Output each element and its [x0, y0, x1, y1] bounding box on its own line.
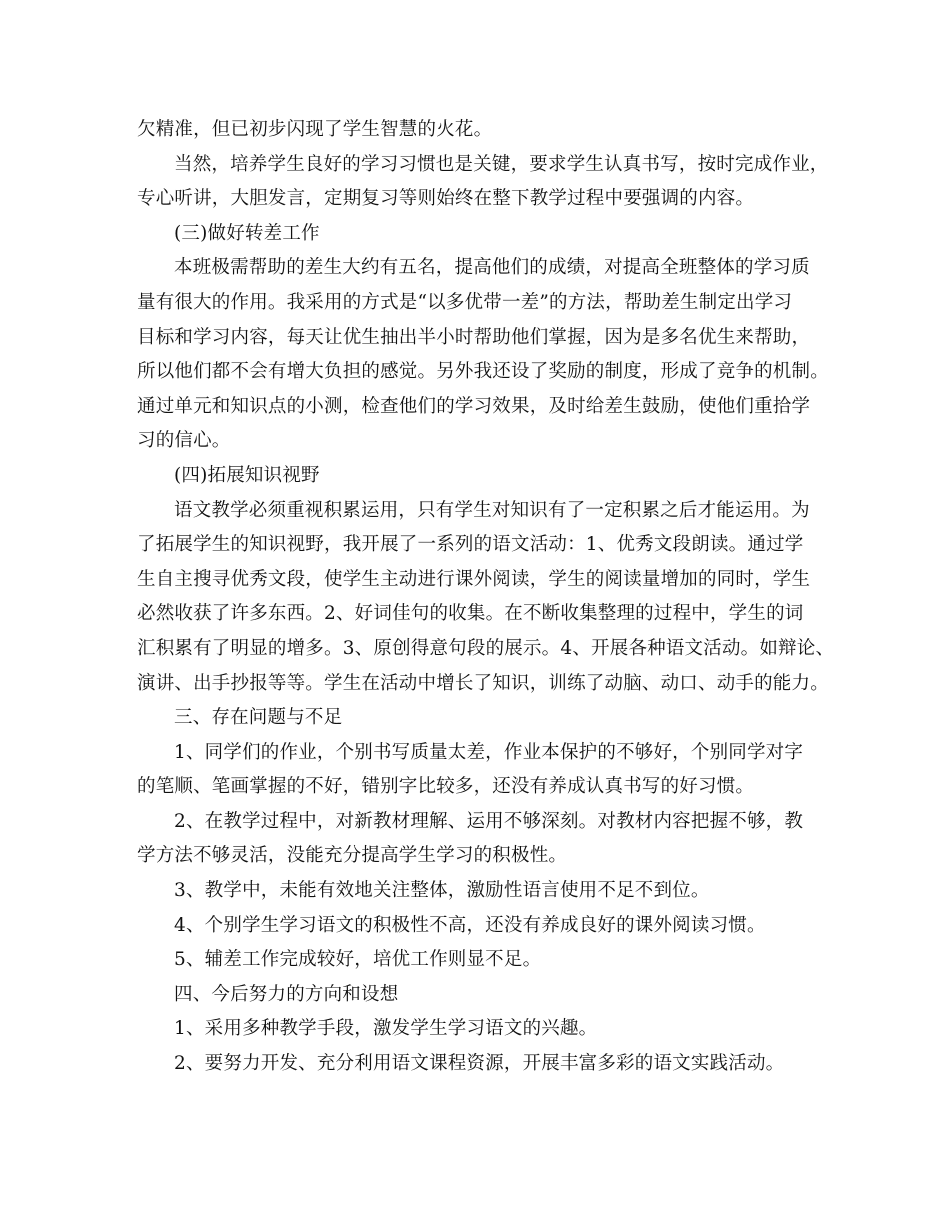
section-heading: (四)拓展知识视野 [174, 464, 320, 486]
text-line: 5、辅差工作完成较好，培优工作则显不足。 [174, 949, 542, 971]
text-line: 学方法不够灵活，没能充分提高学生学习的积极性。 [137, 845, 568, 867]
text-line: 目标和学习内容，每天让优生抽出半小时帮助他们掌握，因为是多名优生来帮助， [137, 326, 811, 348]
text-line: 本班极需帮助的差生大约有五名，提高他们的成绩，对提高全班整体的学习质 [174, 257, 810, 279]
text-line: 所以他们都不会有增大负担的感觉。另外我还设了奖励的制度，形成了竞争的机制。 [137, 361, 829, 383]
text-line: 演讲、出手抄报等等。学生在活动中增长了知识，训练了动脑、动口、动手的能力。 [137, 672, 829, 694]
text-line: 语文教学必须重视积累运用，只有学生对知识有了一定积累之后才能运用。为 [174, 499, 810, 521]
text-line: 2、要努力开发、充分利用语文课程资源，开展丰富多彩的语文实践活动。 [174, 1053, 785, 1075]
text-line: 3、教学中，未能有效地关注整体，激励性语言使用不足不到位。 [174, 880, 710, 902]
text-line: 1、采用多种教学手段，激发学生学习语文的兴趣。 [174, 1018, 598, 1040]
text-line: 1、同学们的作业，个别书写质量太差，作业本保护的不够好，个别同学对字 [174, 741, 804, 763]
section-heading: 三、存在问题与不足 [174, 707, 343, 729]
text-line: 生自主搜寻优秀文段，使学生主动进行课外阅读，学生的阅读量增加的同时，学生 [137, 568, 811, 590]
text-line: 欠精准，但已初步闪现了学生智慧的火花。 [137, 119, 493, 140]
text-line: 汇积累有了明显的增多。3、原创得意句段的展示。4、开展各种语文活动。如辩论、 [137, 637, 835, 659]
text-line: 通过单元和知识点的小测，检查他们的学习效果，及时给差生鼓励，使他们重拾学 [137, 395, 811, 417]
section-heading: (三)做好转差工作 [174, 222, 320, 244]
text-line: 量有很大的作用。我采用的方式是“以多优带一差”的方法，帮助差生制定出学习 [137, 291, 793, 313]
text-line: 2、在教学过程中，对新教材理解、运用不够深刻。对教材内容把握不够，教 [174, 810, 804, 832]
text-line: 习的信心。 [137, 430, 231, 452]
text-line: 当然，培养学生良好的学习习惯也是关键，要求学生认真书写，按时完成作业， [174, 153, 829, 175]
text-line: 的笔顺、笔画掌握的不好，错别字比较多，还没有养成认真书写的好习惯。 [137, 776, 755, 798]
document-body [137, 113, 835, 1082]
text-line: 4、个别学生学习语文的积极性不高，还没有养成良好的课外阅读习惯。 [174, 914, 766, 936]
section-heading: 四、今后努力的方向和设想 [174, 983, 399, 1005]
text-line: 专心听讲，大胆发言，定期复习等则始终在整下教学过程中要强调的内容。 [137, 188, 755, 210]
text-line: 必然收获了许多东西。2、好词佳句的收集。在不断收集整理的过程中，学生的词 [137, 603, 804, 625]
text-line: 了拓展学生的知识视野，我开展了一系列的语文活动：1、优秀文段朗读。通过学 [137, 534, 804, 556]
